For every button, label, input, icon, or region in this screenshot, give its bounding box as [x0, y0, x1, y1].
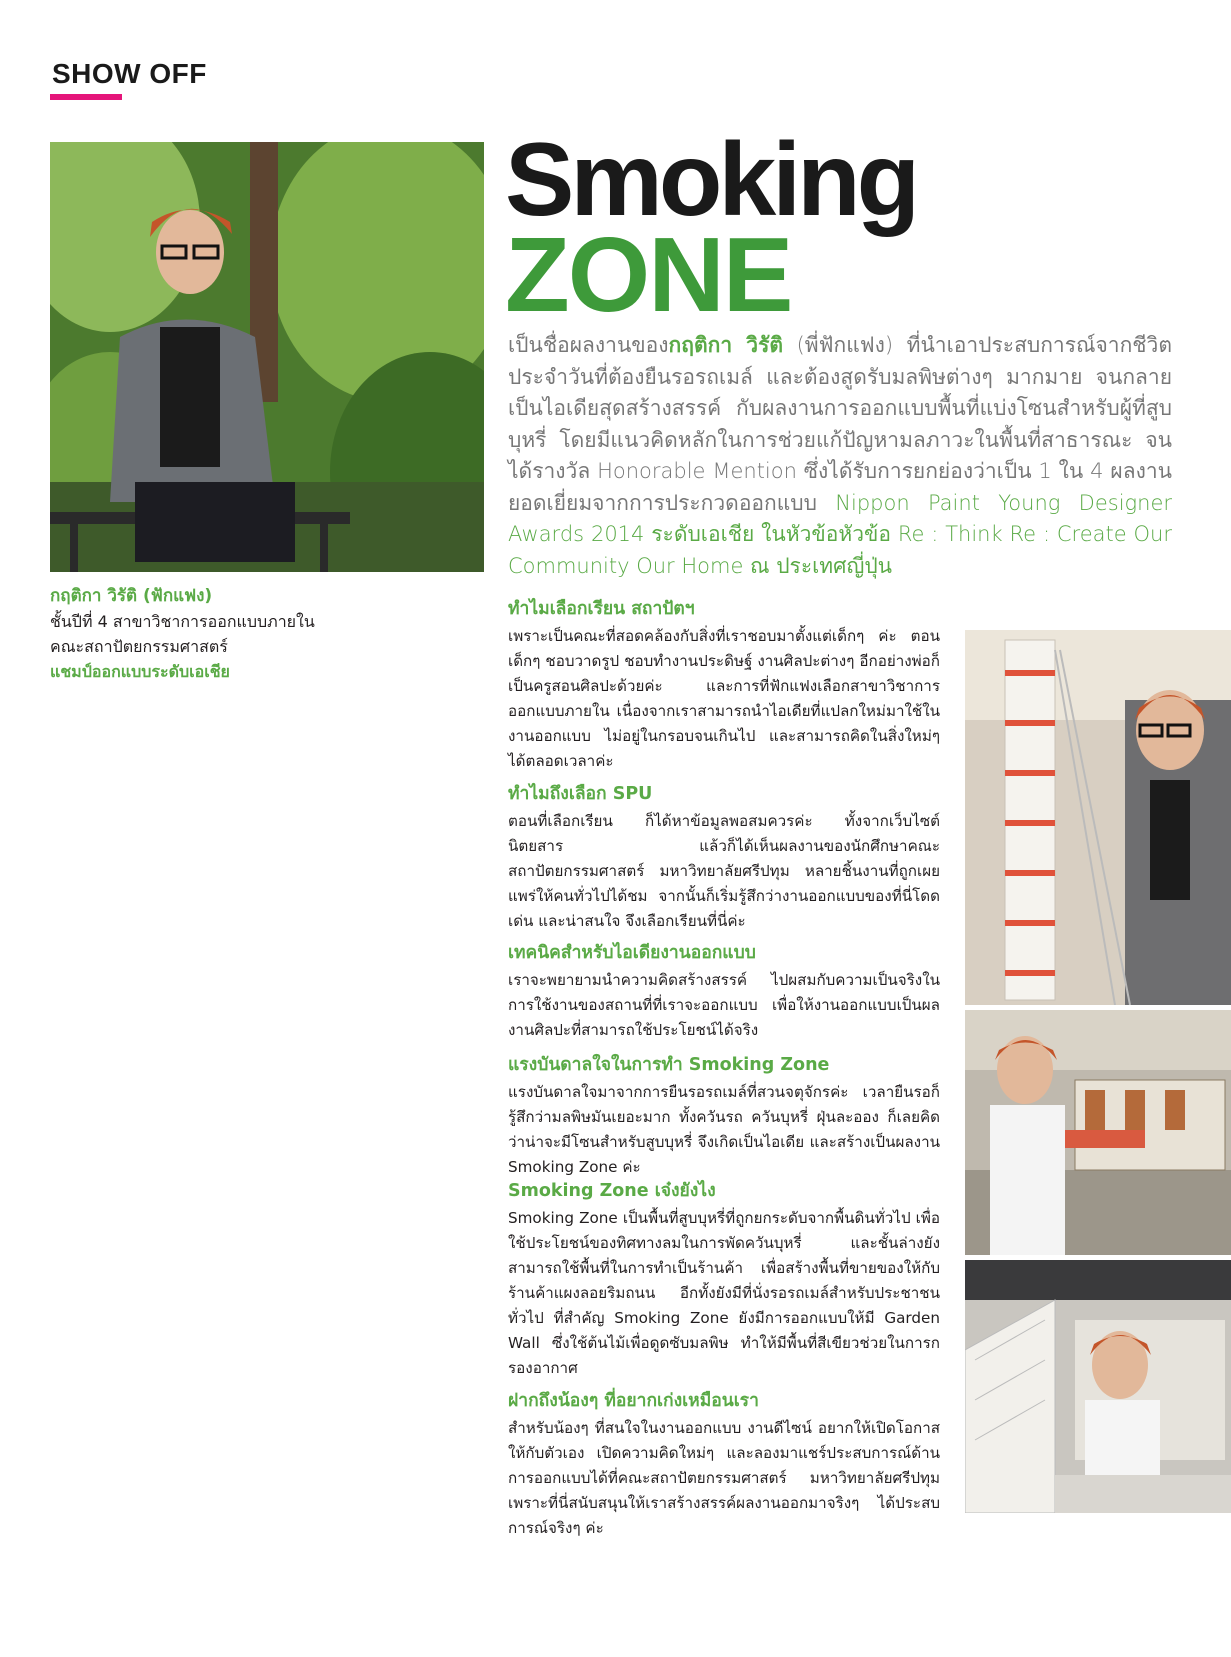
caption-faculty: คณะสถาปัตยกรรมศาสตร์ [50, 637, 228, 656]
section-underline [50, 94, 122, 100]
qa-answer: แรงบันดาลใจมาจากการยืนรอรถเมล์ที่สวนจตุจักรค่ะ เวลายืนรอก็รู้สึกว่ามลพิษมันเยอะมาก ทั้งควันรถ ควันบุหรี่ ฝุ่นละออง ก็เลยคิดว่าน่าจะมีโซนสำหรับสูบบุหรี่ จึงเกิดเป็นไอเดีย และสร้างเป็นผลงาน Smoking Zone ค่ะ [508, 1083, 940, 1176]
section-label: SHOW OFF [52, 58, 207, 89]
title-zone: ZONE [505, 216, 792, 334]
qa-question: Smoking Zone เจ๋งยังไง [508, 1181, 716, 1201]
caption-award: แชมป์ออกแบบระดับเอเชีย [50, 662, 230, 681]
intro-award: Nippon Paint Young Designer Awards 2014 ระดับเอเชีย ในหัวข้อหัวข้อ Re : Think Re : Create Our Community Our Home ณ ประเทศญี่ปุ่น [508, 490, 1172, 578]
tower-model-photo [965, 630, 1231, 1005]
qa-block [508, 1178, 940, 1381]
portrait-photo [50, 142, 484, 572]
qa-block [508, 596, 940, 774]
qa-answer: เพราะเป็นคณะที่สอดคล้องกับสิ่งที่เราชอบมาตั้งแต่เด็กๆ ค่ะ ตอนเด็กๆ ชอบวาดรูป ชอบทำงานประดิษฐ์ งานศิลปะต่างๆ อีกอย่างพ่อก็เป็นครูสอนศิลปะด้วยค่ะ และการที่ฟักแฟงเลือกสาขาวิชาการออกแบบภายใน เนื่องจากเราสามารถนำไอเดียที่แปลกใหม่มาใช้ในงานออกแบบ ไม่อยู่ในกรอบจนเกินไป และสามารถคิดในสิ่งใหม่ๆ ได้ตลอดเวลาค่ะ [508, 627, 940, 770]
qa-question: ฝากถึงน้องๆ ที่อยากเก่งเหมือนเรา [508, 1391, 759, 1411]
qa-question: ทำไมถึงเลือก SPU [508, 784, 653, 804]
portrait-caption [50, 584, 350, 684]
qa-answer: Smoking Zone เป็นพื้นที่สูบบุหรี่ที่ถูกยกระดับจากพื้นดินทั่วไป เพื่อใช้ประโยชน์ของทิศทางลมในการพัดควันบุหรี่ และชั้นล่างยังสามารถใช้พื้นที่ในการทำเป็นร้านค้า เพื่อสร้างพื้นที่ขายของให้กับร้านค้าแผงลอยริมถนน อีกทั้งยังมีที่นั่งรอรถเมล์สำหรับประชาชนทั่วไป ที่สำคัญ Smoking Zone ยังมีการออกแบบให้มี Garden Wall ซึ่งใช้ต้นไม้เพื่อดูดซับมลพิษ ทำให้มีพื้นที่สีเขียวช่วยในการกรองอากาศ [508, 1209, 940, 1377]
intro-text-1: เป็นชื่อผลงานของ [508, 333, 669, 357]
intro-name: กฤติกา วิรัติ [668, 333, 784, 357]
qa-answer: เราจะพยายามนำความคิดสร้างสรรค์ ไปผสมกับความเป็นจริงในการใช้งานของสถานที่ที่เราจะออกแบบ เพื่อให้งานออกแบบเป็นผลงานศิลปะที่สามารถใช้ประโยชน์ได้จริง [508, 971, 940, 1039]
qa-question: แรงบันดาลใจในการทำ Smoking Zone [508, 1055, 830, 1075]
intro-text-2: (พี่ฟักแฟง) ที่นำเอาประสบการณ์จากชีวิตประจำวันที่ต้องยืนรอรถเมล์ และต้องสูดรับมลพิษต่างๆ มากมาย จนกลายเป็นไอเดียสุดสร้างสรรค์ กับผลงานการออกแบบพื้นที่แบ่งโซนสำหรับผู้ที่สูบบุหรี่ โดยมีแนวคิดหลักในการช่วยแก้ปัญหามลภาวะในพื้นที่สาธารณะ จนได้รางวัล Honorable Mention ซึ่งได้รับการยกย่องว่าเป็น 1 ใน 4 ผลงานยอดเยี่ยมจากการประกวดออกแบบ [508, 333, 1172, 515]
qa-answer: สำหรับน้องๆ ที่สนใจในงานออกแบบ งานดีไซน์ อยากให้เปิดโอกาสให้กับตัวเอง เปิดความคิดใหม่ๆ และลองมาแชร์ประสบการณ์ด้านการออกแบบได้ที่คณะสถาปัตยกรรมศาสตร์ มหาวิทยาลัยศรีปทุม เพราะที่นี่สนับสนุนให้เราสร้างสรรค์ผลงานออกมาจริงๆ ได้ประสบการณ์จริงๆ ค่ะ [508, 1419, 940, 1537]
working-model-photo [965, 1010, 1231, 1255]
qa-block [508, 1388, 940, 1541]
qa-answer: ตอนที่เลือกเรียน ก็ได้หาข้อมูลพอสมควรค่ะ ทั้งจากเว็บไซต์ นิตยสาร แล้วก็ได้เห็นผลงานของนักศึกษาคณะสถาปัตยกรรมศาสตร์ มหาวิทยาลัยศรีปทุม หลายชิ้นงานที่ถูกเผยแพร่ให้คนทั่วไปได้ชม จากนั้นก็เริ่มรู้สึกว่างานออกแบบของที่นี่โดดเด่น และน่าสนใจ จึงเลือกเรียนที่นี่ค่ะ [508, 812, 940, 930]
qa-question: ทำไมเลือกเรียน สถาปัตฯ [508, 599, 695, 619]
title-smoking: Smoking [505, 122, 917, 238]
intro-paragraph [508, 330, 1172, 582]
caption-year: ชั้นปีที่ 4 สาขาวิชาการออกแบบภายใน [50, 612, 315, 631]
qa-block [508, 940, 940, 1043]
caption-name: กฤติกา วิรัติ (ฟักแฟง) [50, 586, 213, 606]
qa-question: เทคนิคสำหรับไอเดียงานออกแบบ [508, 943, 756, 963]
desk-model-photo [965, 1260, 1231, 1513]
qa-block [508, 1052, 940, 1180]
qa-block [508, 781, 940, 934]
